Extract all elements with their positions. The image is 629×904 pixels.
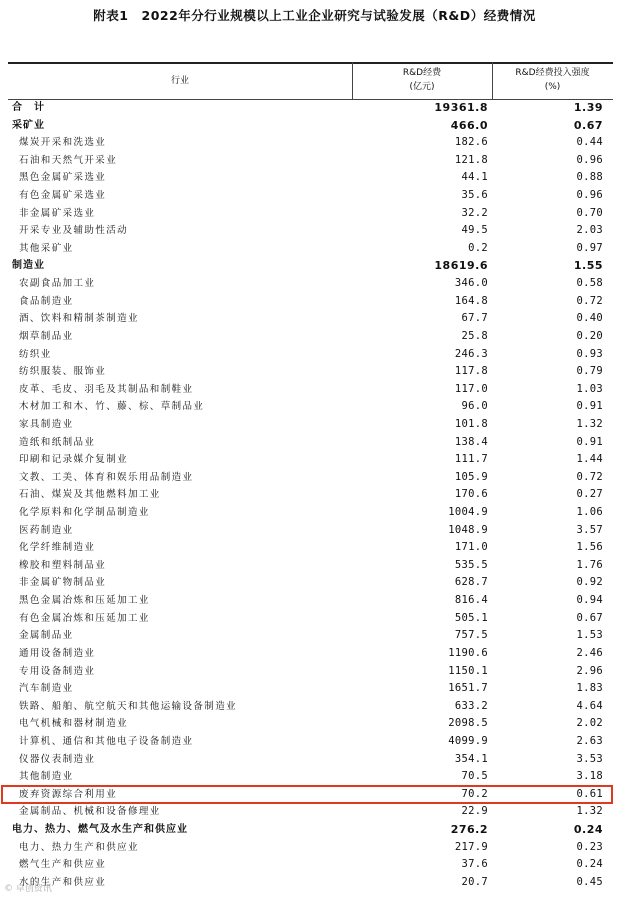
row-intensity-value: 2.03 bbox=[576, 224, 603, 237]
row-industry-name: 文教、工美、体育和娱乐用品制造业 bbox=[19, 471, 194, 483]
row-rd-value: 101.8 bbox=[454, 417, 488, 430]
table-row bbox=[8, 504, 613, 522]
column-header-intensity-label: R&D经费投入强度 bbox=[515, 68, 590, 78]
row-intensity-value: 0.72 bbox=[576, 470, 603, 483]
row-industry-name: 木材加工和木、竹、藤、棕、草制品业 bbox=[19, 401, 205, 413]
row-intensity-value: 1.06 bbox=[576, 506, 603, 519]
table-row bbox=[8, 169, 613, 187]
row-rd-value: 105.9 bbox=[454, 470, 488, 483]
table-row bbox=[8, 451, 613, 469]
row-intensity-value: 2.63 bbox=[576, 734, 603, 747]
table-row bbox=[8, 152, 613, 170]
row-intensity-value: 1.53 bbox=[576, 629, 603, 642]
row-industry-name: 农副食品加工业 bbox=[19, 278, 96, 290]
row-industry-name: 医药制造业 bbox=[19, 524, 74, 536]
row-intensity-value: 1.03 bbox=[576, 382, 603, 395]
row-industry-name: 煤炭开采和洗选业 bbox=[19, 137, 107, 149]
row-industry-name: 烟草制品业 bbox=[19, 330, 74, 342]
column-header-rd-expenditure bbox=[352, 66, 492, 94]
row-rd-value: 1150.1 bbox=[448, 664, 488, 677]
row-rd-value: 164.8 bbox=[454, 294, 488, 307]
row-industry-name: 有色金属冶炼和压延加工业 bbox=[19, 612, 150, 624]
row-intensity-value: 3.18 bbox=[576, 770, 603, 783]
table-row bbox=[8, 187, 613, 205]
row-industry-name: 制造业 bbox=[12, 260, 45, 272]
row-industry-name: 石油、煤炭及其他燃料加工业 bbox=[19, 489, 161, 501]
row-industry-name: 非金属矿采选业 bbox=[19, 207, 96, 219]
row-rd-value: 20.7 bbox=[461, 875, 488, 888]
table-row bbox=[8, 698, 613, 716]
column-header-rd-unit: (亿元) bbox=[409, 82, 435, 92]
row-rd-value: 49.5 bbox=[461, 224, 488, 237]
row-rd-value: 1004.9 bbox=[448, 506, 488, 519]
table-row bbox=[8, 363, 613, 381]
row-rd-value: 171.0 bbox=[454, 541, 488, 554]
table-row bbox=[8, 768, 613, 786]
row-industry-name: 电气机械和器材制造业 bbox=[19, 718, 129, 730]
row-intensity-value: 4.64 bbox=[576, 699, 603, 712]
row-intensity-value: 2.02 bbox=[576, 717, 603, 730]
row-intensity-value: 1.32 bbox=[576, 417, 603, 430]
table-row bbox=[8, 240, 613, 258]
row-rd-value: 117.8 bbox=[454, 365, 488, 378]
row-rd-value: 1048.9 bbox=[448, 523, 488, 536]
table-row bbox=[8, 610, 613, 628]
row-intensity-value: 0.79 bbox=[576, 365, 603, 378]
table-row bbox=[8, 839, 613, 857]
row-rd-value: 121.8 bbox=[454, 153, 488, 166]
row-rd-value: 96.0 bbox=[461, 400, 488, 413]
table-row bbox=[8, 381, 613, 399]
table-row bbox=[8, 592, 613, 610]
row-rd-value: 4099.9 bbox=[448, 734, 488, 747]
table-row bbox=[8, 346, 613, 364]
row-intensity-value: 0.45 bbox=[576, 875, 603, 888]
row-industry-name: 化学原料和化学制品制造业 bbox=[19, 507, 150, 519]
row-intensity-value: 0.44 bbox=[576, 136, 603, 149]
row-industry-name: 纺织服装、服饰业 bbox=[19, 366, 107, 378]
row-industry-name: 金属制品业 bbox=[19, 630, 74, 642]
row-intensity-value: 0.67 bbox=[573, 118, 603, 132]
row-industry-name: 皮革、毛皮、羽毛及其制品和制鞋业 bbox=[19, 383, 194, 395]
row-industry-name: 黑色金属矿采选业 bbox=[19, 172, 107, 184]
row-intensity-value: 0.91 bbox=[576, 435, 603, 448]
table-row bbox=[8, 645, 613, 663]
highlight-box bbox=[1, 785, 613, 804]
row-intensity-value: 1.44 bbox=[576, 453, 603, 466]
table-row bbox=[8, 134, 613, 152]
row-industry-name: 橡胶和塑料制品业 bbox=[19, 559, 107, 571]
row-rd-value: 757.5 bbox=[454, 629, 488, 642]
row-intensity-value: 1.55 bbox=[573, 259, 603, 273]
row-rd-value: 35.6 bbox=[461, 189, 488, 202]
table-row bbox=[8, 398, 613, 416]
row-industry-name: 专用设备制造业 bbox=[19, 665, 96, 677]
row-industry-name: 有色金属矿采选业 bbox=[19, 190, 107, 202]
table-row bbox=[8, 257, 613, 275]
table-row bbox=[8, 293, 613, 311]
table-row bbox=[8, 874, 613, 892]
row-intensity-value: 1.39 bbox=[573, 101, 603, 114]
row-rd-value: 117.0 bbox=[454, 382, 488, 395]
row-industry-name: 废弃资源综合利用业 bbox=[19, 788, 118, 800]
row-intensity-value: 0.61 bbox=[576, 787, 603, 800]
table-row bbox=[8, 821, 613, 839]
row-rd-value: 111.7 bbox=[454, 453, 488, 466]
table-row bbox=[8, 310, 613, 328]
row-intensity-value: 0.20 bbox=[576, 329, 603, 342]
row-rd-value: 70.5 bbox=[461, 770, 488, 783]
row-industry-name: 电力、热力、燃气及水生产和供应业 bbox=[12, 823, 188, 835]
page-title: 附表1 2022年分行业规模以上工业企业研究与试验发展（R&D）经费情况 bbox=[93, 8, 536, 23]
row-rd-value: 1190.6 bbox=[448, 646, 488, 659]
row-rd-value: 67.7 bbox=[461, 312, 488, 325]
table-row bbox=[8, 803, 613, 821]
row-rd-value: 246.3 bbox=[454, 347, 488, 360]
row-industry-name: 合 计 bbox=[12, 102, 45, 113]
table-row bbox=[8, 856, 613, 874]
row-intensity-value: 0.88 bbox=[576, 171, 603, 184]
row-intensity-value: 0.27 bbox=[576, 488, 603, 501]
row-intensity-value: 0.24 bbox=[576, 858, 603, 871]
row-rd-value: 138.4 bbox=[454, 435, 488, 448]
table-row bbox=[8, 117, 613, 135]
row-industry-name: 非金属矿物制品业 bbox=[19, 577, 107, 589]
table-row bbox=[8, 627, 613, 645]
table-row bbox=[8, 486, 613, 504]
table-row bbox=[8, 680, 613, 698]
table-row bbox=[8, 275, 613, 293]
row-intensity-value: 1.83 bbox=[576, 682, 603, 695]
row-intensity-value: 0.24 bbox=[573, 822, 603, 836]
row-intensity-value: 1.32 bbox=[576, 805, 603, 818]
row-rd-value: 1651.7 bbox=[448, 682, 488, 695]
row-intensity-value: 0.92 bbox=[576, 576, 603, 589]
row-rd-value: 37.6 bbox=[461, 858, 488, 871]
table-row bbox=[8, 715, 613, 733]
row-industry-name: 纺织业 bbox=[19, 348, 52, 360]
row-industry-name: 仪器仪表制造业 bbox=[19, 753, 96, 765]
row-intensity-value: 0.67 bbox=[576, 611, 603, 624]
table-row bbox=[8, 522, 613, 540]
table-row bbox=[8, 733, 613, 751]
row-industry-name: 开采专业及辅助性活动 bbox=[19, 225, 129, 237]
row-industry-name: 家具制造业 bbox=[19, 418, 74, 430]
row-rd-value: 276.2 bbox=[450, 822, 488, 836]
row-rd-value: 2098.5 bbox=[448, 717, 488, 730]
row-industry-name: 计算机、通信和其他电子设备制造业 bbox=[19, 735, 194, 747]
table-row bbox=[8, 205, 613, 223]
column-header-intensity-unit: (%) bbox=[544, 82, 561, 92]
column-header-rd-intensity bbox=[492, 66, 613, 94]
table-row bbox=[8, 434, 613, 452]
row-intensity-value: 0.94 bbox=[576, 594, 603, 607]
row-industry-name: 燃气生产和供应业 bbox=[19, 859, 107, 871]
row-industry-name: 黑色金属冶炼和压延加工业 bbox=[19, 595, 150, 607]
column-header-industry: 行业 bbox=[170, 76, 189, 86]
row-intensity-value: 0.23 bbox=[576, 840, 603, 853]
row-rd-value: 633.2 bbox=[454, 699, 488, 712]
row-intensity-value: 0.96 bbox=[576, 153, 603, 166]
row-rd-value: 182.6 bbox=[454, 136, 488, 149]
table-row bbox=[8, 557, 613, 575]
row-industry-name: 采矿业 bbox=[12, 119, 45, 131]
table-row bbox=[8, 416, 613, 434]
row-rd-value: 346.0 bbox=[454, 277, 488, 290]
row-industry-name: 印刷和记录媒介复制业 bbox=[19, 454, 129, 466]
row-intensity-value: 0.40 bbox=[576, 312, 603, 325]
table-body bbox=[8, 99, 613, 891]
row-intensity-value: 0.58 bbox=[576, 277, 603, 290]
table-row bbox=[8, 751, 613, 769]
row-industry-name: 石油和天然气开采业 bbox=[19, 154, 118, 166]
table-top-rule bbox=[8, 62, 613, 64]
row-rd-value: 25.8 bbox=[461, 329, 488, 342]
table-row bbox=[8, 99, 613, 117]
row-rd-value: 22.9 bbox=[461, 805, 488, 818]
watermark: © 卓创资讯 bbox=[4, 884, 52, 894]
table-row bbox=[8, 663, 613, 681]
row-industry-name: 水的生产和供应业 bbox=[19, 876, 107, 888]
row-intensity-value: 0.91 bbox=[576, 400, 603, 413]
row-industry-name: 其他制造业 bbox=[19, 771, 74, 783]
row-intensity-value: 1.56 bbox=[576, 541, 603, 554]
row-industry-name: 其他采矿业 bbox=[19, 242, 74, 254]
row-industry-name: 通用设备制造业 bbox=[19, 647, 96, 659]
row-rd-value: 44.1 bbox=[461, 171, 488, 184]
row-rd-value: 32.2 bbox=[461, 206, 488, 219]
column-header-rd-label: R&D经费 bbox=[402, 68, 442, 78]
row-intensity-value: 0.72 bbox=[576, 294, 603, 307]
table-row bbox=[8, 328, 613, 346]
row-rd-value: 466.0 bbox=[450, 118, 488, 132]
row-intensity-value: 0.93 bbox=[576, 347, 603, 360]
row-rd-value: 816.4 bbox=[454, 594, 488, 607]
row-rd-value: 70.2 bbox=[461, 787, 488, 800]
row-rd-value: 628.7 bbox=[454, 576, 488, 589]
row-intensity-value: 3.53 bbox=[576, 752, 603, 765]
table-row bbox=[8, 469, 613, 487]
row-intensity-value: 0.96 bbox=[576, 189, 603, 202]
row-intensity-value: 0.70 bbox=[576, 206, 603, 219]
row-industry-name: 酒、饮料和精制茶制造业 bbox=[19, 313, 139, 325]
row-rd-value: 18619.6 bbox=[434, 259, 488, 273]
row-rd-value: 354.1 bbox=[454, 752, 488, 765]
row-rd-value: 170.6 bbox=[454, 488, 488, 501]
row-industry-name: 汽车制造业 bbox=[19, 683, 74, 695]
table-row bbox=[8, 539, 613, 557]
row-industry-name: 化学纤维制造业 bbox=[19, 542, 96, 554]
row-rd-value: 0.2 bbox=[468, 241, 488, 254]
row-rd-value: 217.9 bbox=[454, 840, 488, 853]
row-intensity-value: 0.97 bbox=[576, 241, 603, 254]
table-row bbox=[8, 222, 613, 240]
row-industry-name: 造纸和纸制品业 bbox=[19, 436, 96, 448]
row-rd-value: 505.1 bbox=[454, 611, 488, 624]
row-rd-value: 535.5 bbox=[454, 558, 488, 571]
row-industry-name: 金属制品、机械和设备修理业 bbox=[19, 806, 161, 818]
row-intensity-value: 1.76 bbox=[576, 558, 603, 571]
row-rd-value: 19361.8 bbox=[434, 101, 488, 114]
row-intensity-value: 2.46 bbox=[576, 646, 603, 659]
row-intensity-value: 3.57 bbox=[576, 523, 603, 536]
row-industry-name: 电力、热力生产和供应业 bbox=[19, 841, 139, 853]
table-row bbox=[8, 574, 613, 592]
row-intensity-value: 2.96 bbox=[576, 664, 603, 677]
row-industry-name: 铁路、船舶、航空航天和其他运输设备制造业 bbox=[19, 700, 238, 712]
row-industry-name: 食品制造业 bbox=[19, 295, 74, 307]
